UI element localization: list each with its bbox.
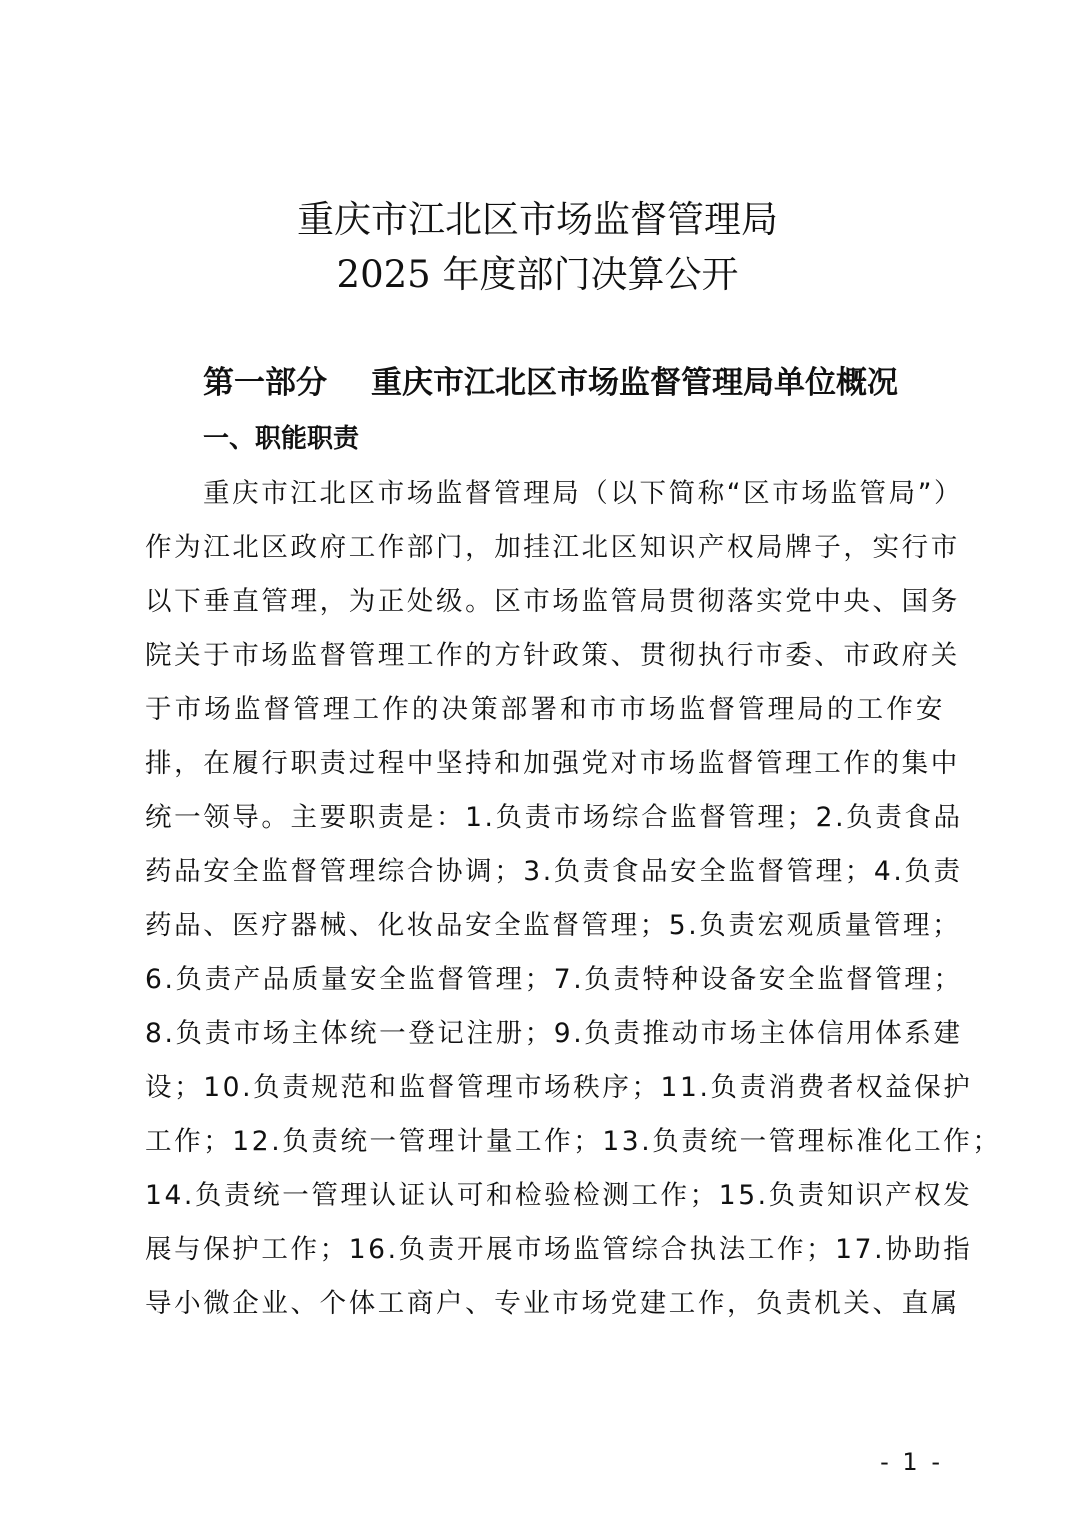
paragraph-line: 药品安全监督管理综合协调；3.负责食品安全监督管理；4.负责: [145, 856, 963, 887]
page-number: - 1 -: [880, 1448, 943, 1476]
paragraph-line: 作为江北区政府工作部门，加挂江北区知识产权局牌子，实行市: [145, 532, 960, 563]
paragraph-line: 设；10.负责规范和监督管理市场秩序；11.负责消费者权益保护: [145, 1072, 973, 1103]
paragraph-line: 工作；12.负责统一管理计量工作；13.负责统一管理标准化工作；: [145, 1126, 1002, 1157]
document-title-line-1: 重庆市江北区市场监督管理局: [297, 198, 778, 241]
section-heading: 一、职能职责: [203, 424, 360, 454]
paragraph-line: 统一领导。主要职责是：1.负责市场综合监督管理；2.负责食品: [145, 802, 963, 833]
part-heading: [203, 360, 898, 406]
paragraph-line: 以下垂直管理，为正处级。区市场监管局贯彻落实党中央、国务: [145, 586, 960, 617]
paragraph-line: 药品、医疗器械、化妆品安全监督管理；5.负责宏观质量管理；: [145, 910, 962, 941]
part-label: 第一部分: [203, 365, 327, 401]
document-title-line-2: 2025 年度部门决算公开: [336, 253, 739, 296]
paragraph-line: 6.负责产品质量安全监督管理；7.负责特种设备安全监督管理；: [145, 964, 963, 995]
paragraph-line: 排，在履行职责过程中坚持和加强党对市场监督管理工作的集中: [145, 748, 960, 779]
part-title: 重庆市江北区市场监督管理局单位概况: [371, 365, 898, 401]
paragraph-line: 展与保护工作；16.负责开展市场监管综合执法工作；17.协助指: [145, 1234, 973, 1265]
paragraph-line: 8.负责市场主体统一登记注册；9.负责推动市场主体信用体系建: [145, 1018, 963, 1049]
paragraph-line: 重庆市江北区市场监督管理局（以下简称“区市场监管局”）: [203, 478, 964, 509]
paragraph-line: 于市场监督管理工作的决策部署和市市场监督管理局的工作安: [145, 694, 945, 725]
paragraph-line: 14.负责统一管理认证认可和检验检测工作；15.负责知识产权发: [145, 1180, 973, 1211]
paragraph-line: 导小微企业、个体工商户、专业市场党建工作，负责机关、直属: [145, 1288, 960, 1319]
paragraph-line: 院关于市场监督管理工作的方针政策、贯彻执行市委、市政府关: [145, 640, 960, 671]
